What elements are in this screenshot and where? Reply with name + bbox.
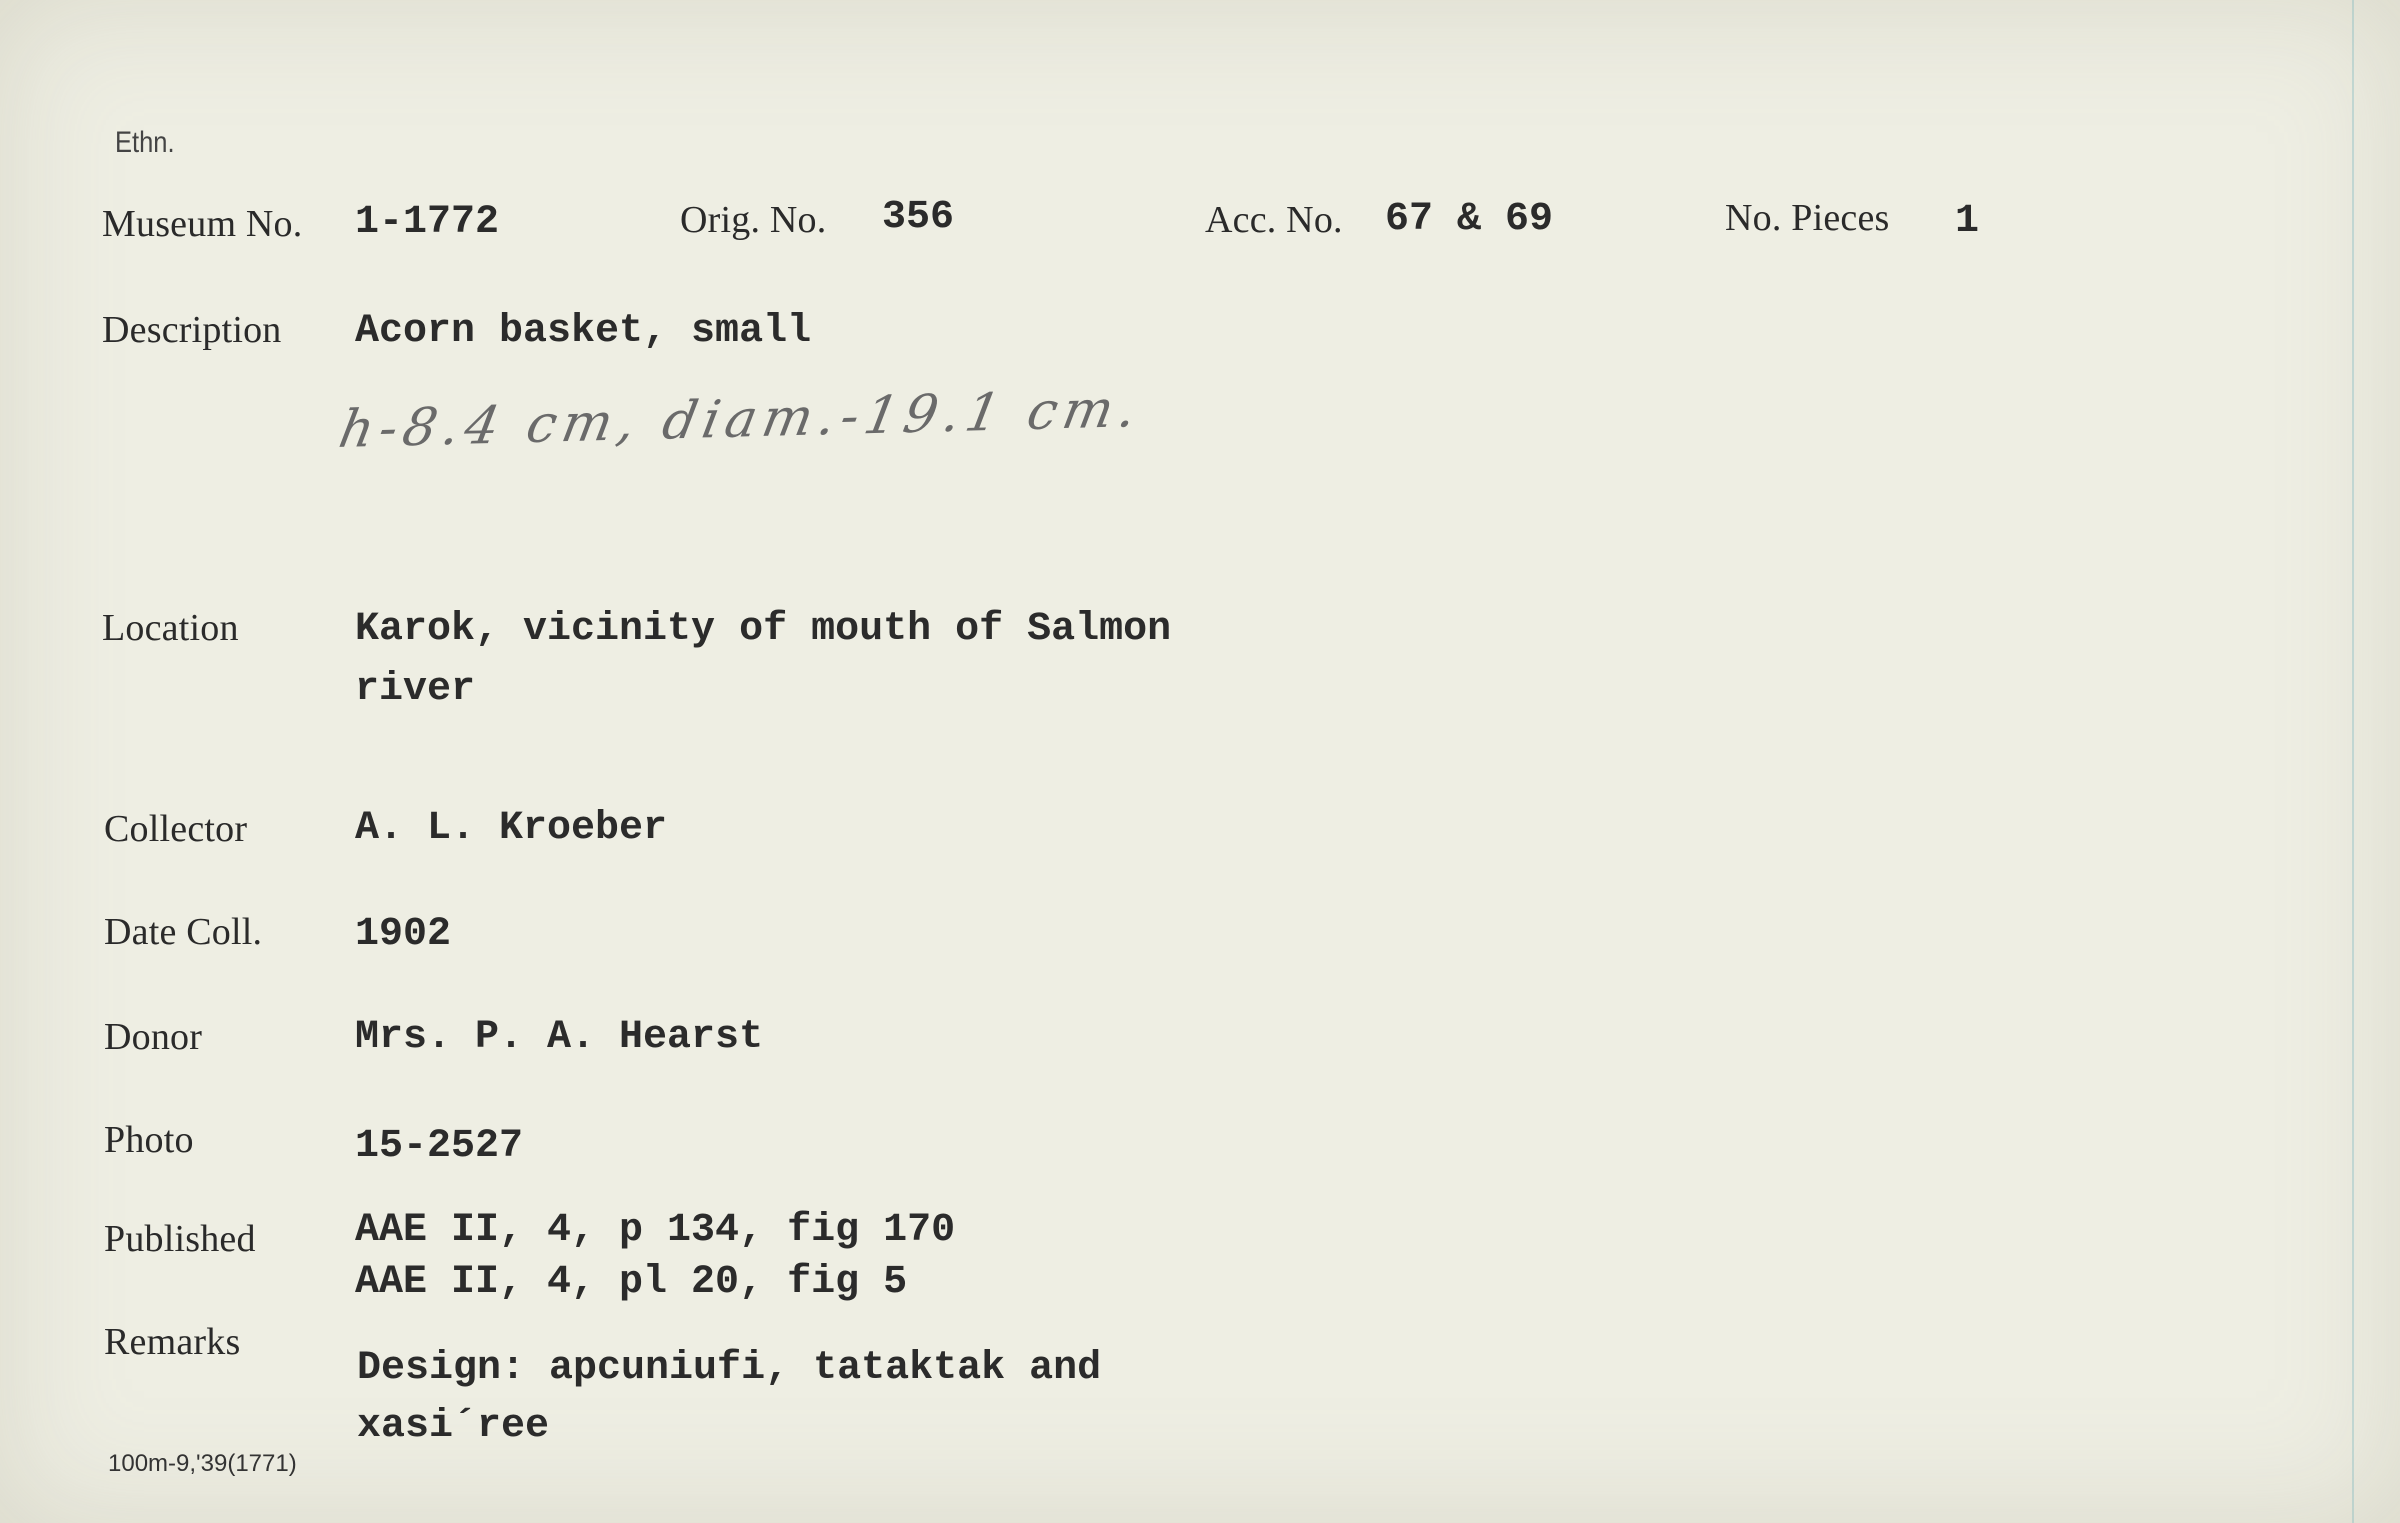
no-pieces-value: 1 — [1955, 199, 1980, 244]
remarks-line-1: Design: apcuniufi, tataktak and — [357, 1346, 1102, 1391]
location-line-2: river — [355, 667, 476, 712]
remarks-label: Remarks — [104, 1321, 241, 1363]
location-value — [355, 600, 1171, 720]
published-label: Published — [104, 1218, 256, 1260]
museum-no-label: Museum No. — [102, 203, 303, 245]
acc-no-value: 67 & 69 — [1385, 197, 1554, 242]
location-label: Location — [102, 607, 239, 649]
card-edge-line — [2352, 0, 2354, 1523]
description-label: Description — [102, 309, 282, 351]
date-coll-label: Date Coll. — [104, 911, 263, 953]
date-coll-value: 1902 — [355, 912, 452, 957]
collector-label: Collector — [104, 808, 248, 850]
donor-label: Donor — [104, 1016, 203, 1058]
photo-value: 15-2527 — [355, 1124, 524, 1169]
acc-no-label: Acc. No. — [1205, 199, 1343, 241]
description-value: Acorn basket, small — [355, 309, 812, 354]
orig-no-label: Orig. No. — [680, 199, 827, 241]
published-line-2: AAE II, 4, pl 20, fig 5 — [355, 1260, 908, 1305]
donor-value: Mrs. P. A. Hearst — [355, 1015, 764, 1060]
orig-no-value: 356 — [882, 195, 955, 240]
remarks-line-2: xasi´ree — [357, 1404, 550, 1449]
no-pieces-label: No. Pieces — [1725, 197, 1890, 239]
museum-no-value: 1-1772 — [355, 200, 500, 245]
published-line-1: AAE II, 4, p 134, fig 170 — [355, 1208, 956, 1253]
category-label: Ethn. — [115, 126, 175, 159]
handwritten-note: h-8.4 cm, diam.-19.1 cm. — [334, 379, 1148, 460]
print-code: 100m-9,'39(1771) — [108, 1450, 297, 1477]
collector-value: A. L. Kroeber — [355, 806, 668, 851]
location-line-1: Karok, vicinity of mouth of Salmon — [355, 607, 1172, 652]
published-value — [355, 1205, 955, 1309]
photo-label: Photo — [104, 1119, 194, 1161]
remarks-value — [357, 1340, 1101, 1456]
